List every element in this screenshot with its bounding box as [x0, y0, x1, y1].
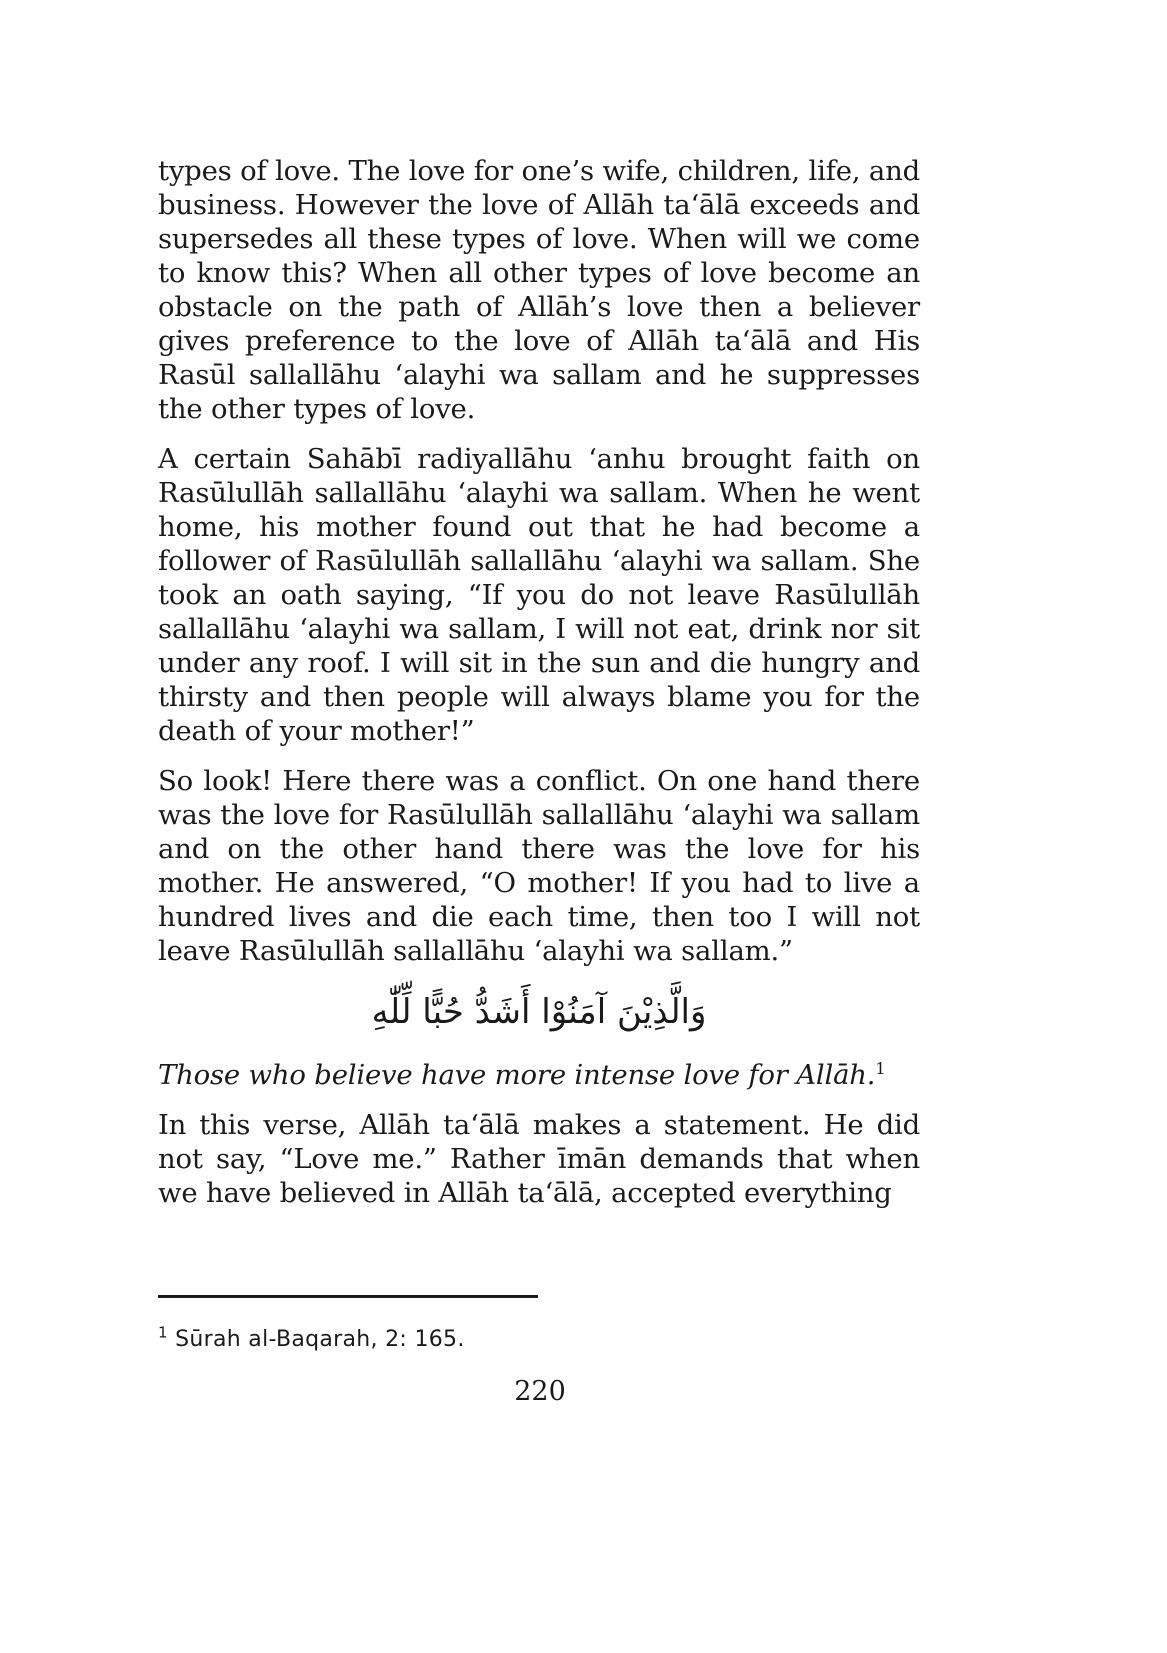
- footnote: [158, 1325, 465, 1355]
- paragraph-4: In this verse, Allāh ta‘ālā makes a statement. He did not say, “Love me.” Rather īmān demands that when we have believed in Allāh ta‘ālā, accepted everything: [158, 1109, 920, 1209]
- paragraph-3: So look! Here there was a conflict. On one hand there was the love for Rasūlullāh sallallāhu ‘alayhi wa sallam and on the other hand there was the love for his mother. He answered, “O mother! If you had to live a hundred lives and die each time, then too I will not leave Rasūlullāh sallallāhu ‘alayhi wa sallam.”: [158, 765, 920, 967]
- footnote-marker: 1: [158, 1323, 168, 1342]
- verse-translation-text: Those who believe have more intense love for Allāh.: [158, 1059, 876, 1091]
- page-body: [158, 154, 920, 1210]
- page-number: 220: [514, 1376, 566, 1407]
- footnote-divider: [158, 1295, 538, 1298]
- paragraph-1: types of love. The love for one’s wife, children, life, and business. However the love of Allāh ta‘ālā exceeds and supersedes all these types of love. When will we come to know this? When all other types of love become an obstacle on the path of Allāh’s love then a believer gives preference to the love of Allāh ta‘ālā and His Rasūl sallallāhu ‘alayhi wa sallam and he suppresses the other types of love.: [158, 155, 920, 425]
- paragraph-2: A certain Sahābī radiyallāhu ‘anhu brought faith on Rasūlullāh sallallāhu ‘alayhi wa sallam. When he went home, his mother found out that he had become a follower of Rasūlullāh sallallāhu ‘alayhi wa sallam. She took an oath saying, “If you do not leave Rasūlullāh sallallāhu ‘alayhi wa sallam, I will not eat, drink nor sit under any roof. I will sit in the sun and die hungry and thirsty and then people will always blame you for the death of your mother!”: [158, 443, 920, 747]
- verse-translation: [158, 1058, 920, 1092]
- footnote-reference: 1: [875, 1058, 886, 1078]
- arabic-verse: وَالَّذِيْنَ آمَنُوْا أَشَدُّ حُبًّا لِّلّٰهِ: [371, 992, 707, 1032]
- footnote-text: Sūrah al-Baqarah, 2: 165.: [175, 1327, 465, 1352]
